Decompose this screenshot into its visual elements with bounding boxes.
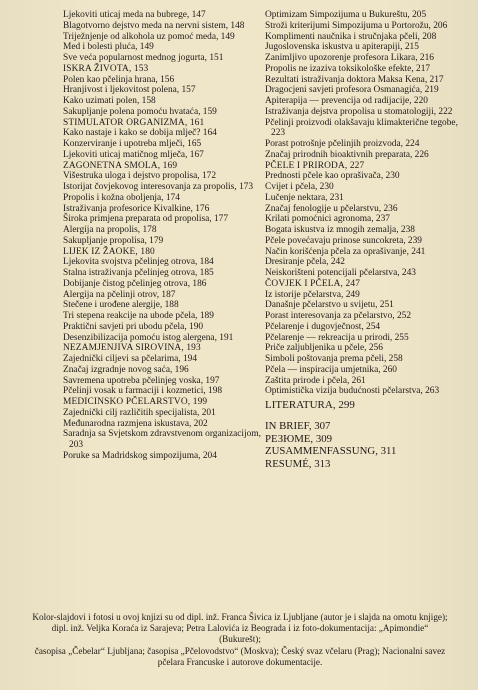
toc-entry: Pčelinji vosak u farmaciji i kozmetici, 198 <box>63 386 223 397</box>
toc-entry: Krilati pomoćnici agronoma, 237 <box>265 214 390 225</box>
toc-entry: Značaj fenologije u pčelarstvu, 236 <box>265 203 398 214</box>
photo-credits-line: časopisa „Čebelar“ Ljubljana; časopisa „Pčelovodstvo“ (Moskva); Český svaz včelaru (Prag); Nacionalni savez <box>34 645 446 656</box>
toc-entry: Pčelarenje i dugovječnost, 254 <box>265 321 381 332</box>
toc-literature: LITERATURA, 299 <box>265 399 355 411</box>
toc-entry: Dragocjeni savjeti profesora Osmanagića, 219 <box>265 85 439 96</box>
toc-entry: Pčela — inspiracija umjetnika, 260 <box>265 364 397 375</box>
toc-entry: Lučenje nektara, 231 <box>265 192 344 203</box>
toc-entry: Tri stepena reakcije na ubode pčela, 189 <box>63 311 214 321</box>
toc-entry: Alergija na pčelinji otrov, 187 <box>63 289 176 300</box>
toc-entry: Jugoslovenska iskustva u apiterapiji, 215 <box>265 42 419 53</box>
toc-right-column <box>265 10 468 471</box>
toc-entry: Propolis i kožna oboljenja, 174 <box>63 192 180 203</box>
toc-entry: Porast potrošnje pčelinjih proizvoda, 224 <box>265 139 420 149</box>
toc-entry: Sakupljanje propolisa, 179 <box>63 235 164 246</box>
toc-entry: Rezultati istraživanja doktora Maksa Kena, 217 <box>265 74 444 85</box>
toc-entry: Porast interesovanja za pčelarstvo, 252 <box>265 311 412 321</box>
toc-entry: Ljekoviti uticaj matičnog mlječa, 167 <box>63 149 204 160</box>
toc-entry: Hranjivost i ljekovitost polena, 157 <box>63 85 196 96</box>
toc-entry: Stečene i urođene alergije, 188 <box>63 300 179 311</box>
toc-entry: Pčelinji proizvodi olakšavaju klimakterične tegobe, 223 <box>265 117 458 139</box>
toc-entry: Dobijanje čistog pčelinjeg otrova, 186 <box>63 278 207 289</box>
toc-chapter: PČELE I PRIRODA, 227 <box>265 160 365 171</box>
toc-summary-ru: РЕЗЮМЕ, 309 <box>265 432 333 445</box>
toc-entry: Istorijat čovjekovog interesovanja za propolis, 173 <box>63 182 254 192</box>
toc-summary-en: IN BRIEF, 307 <box>265 420 331 432</box>
toc-entry: Savremena upotreba pčelinjeg voska, 197 <box>63 375 220 386</box>
toc-entry: Međunarodna razmjena iskustava, 202 <box>63 418 208 429</box>
photo-credits-line: Kolor-slajdovi i fotosi u ovoj knjizi su od dipl. inž. Franca Šivica iz Ljubljane (autor je i slajda na omotu knjige); <box>32 612 448 622</box>
toc-entry: Sakupljanje polena pomoću hvataća, 159 <box>63 106 217 117</box>
toc-entry: Istraživanja profesorice Kivalkine, 176 <box>63 203 210 214</box>
toc-entry: Praktični savjeti pri ubodu pčela, 190 <box>63 321 204 332</box>
toc-entry: Alergija na propolis, 178 <box>63 225 157 235</box>
toc-entry: Optimizam Simpozijuma u Bukureštu, 205 <box>265 10 427 20</box>
toc-entry: Zajednički ciljevi sa pčelarima, 194 <box>63 354 198 364</box>
toc-entry: Triježnjenje od alkohola uz pomoć meda, 149 <box>63 31 235 42</box>
toc-chapter: ČOVJEK I PČELA, 247 <box>265 278 361 289</box>
toc-entry: Način korišćenja pčela za oprašivanje, 241 <box>265 246 426 257</box>
toc-entry: Prednosti pčele kao oprašivača, 230 <box>265 171 400 182</box>
photo-credits-line: pčelara Francuske i autorove dokumentacije. <box>157 656 323 667</box>
toc-entry: Iz istorije pčelarstva, 249 <box>265 289 360 300</box>
toc-entry: Istraživanja dejstva propolisa u stomatologiji, 222 <box>265 106 453 117</box>
toc-left-column <box>63 10 263 462</box>
toc-entry: Stroži kriterijumi Simpozijuma u Portorožu, 206 <box>265 20 448 31</box>
toc-chapter: MEDICINSKO PČELARSTVO, 199 <box>63 397 208 407</box>
toc-entry: Optimistička vizija budućnosti pčelarstva, 263 <box>265 386 440 397</box>
photo-credits-line: dipl. inž. Veljka Koraća iz Sarajeva; Petra Lalovića iz Beograda i iz foto-dokumentacija: „Apimondie“ (Bukurešt); <box>51 623 429 645</box>
toc-entry: Saradnja sa Svjetskom zdravstvenom organizacijom, 203 <box>63 429 261 450</box>
toc-entry: Apiterapija — prevencija od radijacije, 220 <box>265 96 428 106</box>
toc-entry: Zaštita prirode i pčela, 261 <box>265 375 366 386</box>
toc-entry: Kako uzimati polen, 158 <box>63 96 156 106</box>
toc-entry: Zanimljivo upozorenje profesora Likara, 216 <box>265 53 434 63</box>
toc-entry: Pčele povećavaju prinose suncokreta, 239 <box>265 235 422 246</box>
toc-summary-fr: RESUMÉ, 313 <box>265 458 331 471</box>
toc-entry: Med i bolesti pluća, 149 <box>63 42 154 53</box>
toc-entry: Bogata iskustva iz mnogih zemalja, 238 <box>265 225 415 235</box>
toc-chapter: ZAGONETNA SMOLA, 169 <box>63 160 178 171</box>
toc-entry: Ljekoviti uticaj meda na bubrege, 147 <box>63 10 206 20</box>
toc-chapter: STIMULATOR ORGANIZMA, 161 <box>63 117 205 128</box>
toc-entry: Višestruka uloga i dejstvo propolisa, 172 <box>63 171 217 182</box>
toc-entry: Ljekovita svojstva pčelinjeg otrova, 184 <box>63 257 214 268</box>
toc-entry: Današnje pčelarstvo u svijetu, 251 <box>265 300 394 311</box>
toc-summary-de: ZUSAMMENFASSUNG, 311 <box>265 445 397 458</box>
toc-entry: Konzerviranje i upotreba mlječi, 165 <box>63 139 202 149</box>
toc-entry: Desenzibilizacija pomoću istog alergena, 191 <box>63 332 234 343</box>
toc-chapter: LIJEK IZ ŽAOKE, 180 <box>63 246 155 257</box>
toc-entry: Značaj izgradnje novog saća, 196 <box>63 364 189 375</box>
toc-entry: Blagotvorno dejstvo meda na nervni sistem, 148 <box>63 20 245 31</box>
toc-entry: Simboli poštovanja prema pčeli, 258 <box>265 354 403 364</box>
toc-entry: Poruke sa Madridskog simpozijuma, 204 <box>63 450 217 461</box>
toc-entry: Sve veća popularnost mednog jogurta, 151 <box>63 53 224 63</box>
toc-entry: Dresiranje pčela, 242 <box>265 257 345 268</box>
toc-entry: Stalna istraživanja pčelinjeg otrova, 185 <box>63 268 214 278</box>
toc-entry: Priče zaljubljenika u pčele, 256 <box>265 343 383 354</box>
toc-entry: Značaj prirodnih bioaktivnih preparata, 226 <box>265 149 429 160</box>
toc-entry: Pčelarenje — rekreacija u prirodi, 255 <box>265 332 409 343</box>
toc-entry: Kako nastaje i kako se dobija mlječ? 164 <box>63 128 217 139</box>
toc-entry: Široka primjena preparata od propolisa, 177 <box>63 214 229 225</box>
photo-credits <box>30 612 450 668</box>
toc-entry: Zajednički cilj različitih specijalista, 201 <box>63 407 216 418</box>
toc-entry: Komplimenti naučnika i stručnjaka pčeli, 208 <box>265 31 437 42</box>
toc-chapter: ISKRA ŽIVOTA, 153 <box>63 63 149 74</box>
toc-entry: Polen kao pčelinja hrana, 156 <box>63 74 175 85</box>
toc-entry: Propolis ne izaziva toksikološke efekte, 217 <box>265 63 431 74</box>
toc-entry: Neiskorišteni potencijali pčelarstva, 243 <box>265 268 416 278</box>
toc-chapter: NEZAMJENJIVA SIROVINA, 193 <box>63 343 201 354</box>
toc-entry: Cvijet i pčela, 230 <box>265 182 334 192</box>
